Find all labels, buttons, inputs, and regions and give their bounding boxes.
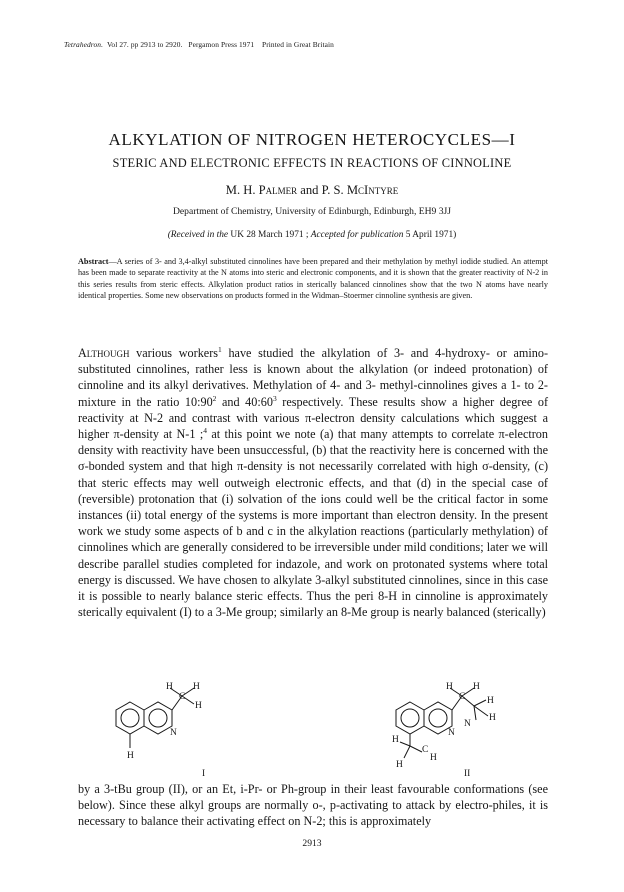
atom-h: H	[396, 760, 403, 770]
atom-h: H	[166, 682, 173, 692]
atom-h: H	[392, 735, 399, 745]
received-date: 28 March 1971 ;	[246, 230, 309, 240]
atom-h: H	[195, 701, 202, 711]
article-subtitle: STERIC AND ELECTRONIC EFFECTS IN REACTIONS OF CINNOLINE	[112, 156, 512, 170]
reference-2: 2	[212, 393, 217, 403]
received-open: (Received in the	[167, 230, 229, 240]
body-text	[78, 345, 548, 620]
structures-svg	[78, 680, 548, 780]
atom-c: C	[459, 692, 466, 702]
affiliation: Department of Chemistry, University of Edinburgh, Edinburgh, EH9 3JJ	[172, 206, 451, 217]
aromatic-circle	[429, 709, 447, 727]
publisher: Pergamon Press 1971	[188, 40, 255, 49]
aromatic-circle	[121, 709, 139, 727]
article-title: ALKYLATION OF NITROGEN HETEROCYCLES—I	[108, 130, 516, 149]
atom-h: H	[487, 696, 494, 706]
reference-3: 3	[272, 393, 277, 403]
continued-text: by a 3-tBu group (II), or an Et, i-Pr- or Ph-group in their least favourable conformations (see below). Since these alkyl groups are normally o-, p-activating to attack by electro-philes, it is necessary to balance their activating effect on N-2; this is approximately	[78, 782, 548, 829]
body-span-4: respectively. These results show a higher degree of reactivity at N-2 and contrast with various π-electron density calculations which suggest a higher π-density at N-1 ;	[78, 394, 549, 442]
abstract-text: —A series of 3- and 3,4-alkyl substituted cinnolines have been prepared and their methylation by methyl iodide studied. An attempt has been made to separate reactivity at the N atoms into steric and electronic components, and it is shown that the greater reactivity of N-2 in this series results from steric effects. Alkylation product ratios in sterically balanced cinnolines show that the two N atoms have nearly identical properties. Some new observations on products formed in the Widman–Stoermer cinnoline synthesis are given.	[78, 257, 548, 301]
bond	[400, 742, 410, 746]
page-number: 2913	[302, 838, 322, 849]
benzo-ring	[396, 702, 424, 734]
author-line	[0, 183, 624, 198]
reference-4: 4	[203, 426, 207, 436]
printed-in: Printed in Great Britain	[261, 40, 334, 49]
atom-h: N	[464, 719, 471, 729]
atom-h: H	[193, 682, 200, 692]
received-country: UK	[230, 230, 244, 240]
author-conjunction: and	[300, 183, 319, 197]
accepted-date: 5 April 1971)	[405, 230, 457, 240]
pyridazine-ring	[144, 702, 172, 734]
atom-h: H	[473, 682, 480, 692]
journal-name: Tetrahedron.	[64, 40, 104, 49]
body-span-5: at this point we note (a) that many attempts to correlate π-electron density with reactivity have been unsuccessful, (b) that the reactivity here is concerned with the σ-bonded system and that high π-density is not necessarily correlated with high σ-density, (c) that steric effects may well outweigh electronic effects, and that (d) in the special case of (reversible) protonation that (i) solvation of the ions could well be the critical factor in some instances (ii) total energy of the systems is more important than electron density. In the present work we study some aspects of b and c in the alkylation reactions (particularly methylation) of cinnolines which are generally considered to be irreversible under mild conditions; later we will describe parallel studies completed for indazole, and work on protonated systems where total energy is discussed. We have chosen to alkylate 3-alkyl substituted cinnolines, since in this case it is possible to nearly balance steric effects. Thus the peri 8-H in cinnoline is approximately sterically equivalent (I) to a 3-Me group; similarly an 8-Me group is nearly balanced (sterically)	[78, 427, 548, 620]
atom-h: H	[430, 753, 437, 763]
aromatic-circle	[401, 709, 419, 727]
structure-figure	[78, 680, 548, 780]
abstract	[78, 256, 548, 302]
atom-c: C	[422, 745, 429, 755]
reference-1: 1	[218, 345, 222, 354]
body-paragraph	[78, 345, 548, 620]
aromatic-circle	[149, 709, 167, 727]
structure-label-i: I	[202, 769, 206, 779]
atom-c: C	[179, 692, 186, 702]
atom-h: H	[446, 682, 453, 692]
accepted-label: Accepted for publication	[310, 230, 404, 240]
author-2: P. S. McIntyre	[321, 183, 399, 197]
author-1: M. H. Palmer	[225, 183, 298, 197]
bond	[404, 746, 410, 758]
structure-ii	[396, 688, 488, 758]
running-head	[64, 40, 334, 49]
bond	[474, 700, 486, 706]
bond	[474, 706, 476, 720]
volume-info: Vol 27. pp 2913 to 2920.	[106, 40, 183, 49]
bond	[410, 746, 422, 752]
received-line	[0, 230, 624, 240]
benzo-ring	[116, 702, 144, 734]
body-span-3: and 40:60	[216, 394, 273, 409]
atom-h: H	[127, 751, 134, 761]
atom-h: H	[489, 713, 496, 723]
body-span-2: have studied the alkylation of 3- and 4-hydroxy- or amino- substituted cinnolines, rather less is known about the alkylation (or indeed protonation) of cinnoline and its alkyl derivatives. Methylation of 4- and 3- methyl-cinnolines gives a 1- to 2- mixture in the ratio 10:90	[78, 346, 549, 409]
body-span-1: various workers	[129, 346, 219, 360]
atom-n: N	[448, 728, 455, 738]
bond	[474, 706, 488, 716]
lead-word: Although	[78, 346, 130, 360]
structure-label-ii: II	[464, 769, 471, 779]
atom-n: N	[170, 728, 177, 738]
abstract-label: Abstract	[78, 257, 109, 266]
